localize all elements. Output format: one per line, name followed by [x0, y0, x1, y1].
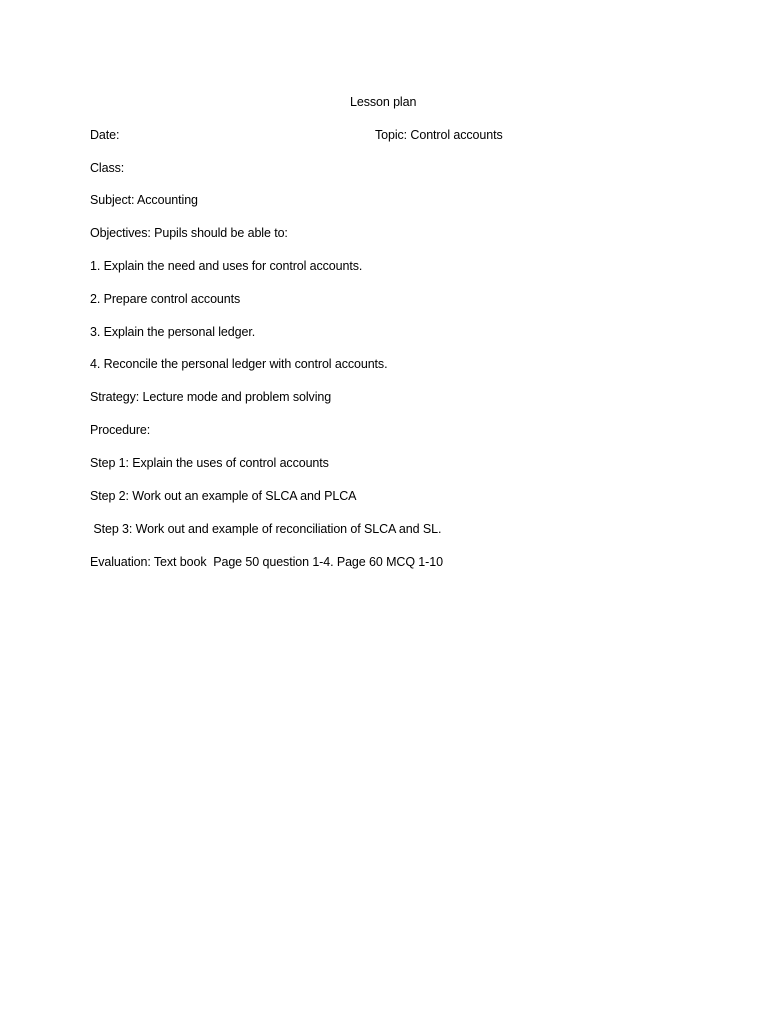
evaluation-line: Evaluation: Text book Page 50 question 1-4. Page 60 MCQ 1-10: [90, 555, 443, 569]
procedure-heading: Procedure:: [90, 423, 151, 437]
strategy-line: Strategy: Lecture mode and problem solving: [90, 390, 332, 404]
objective-item: 2. Prepare control accounts: [90, 292, 241, 306]
objectives-heading: Objectives: Pupils should be able to:: [90, 226, 288, 240]
procedure-step: Step 2: Work out an example of SLCA and PLCA: [90, 489, 357, 503]
procedure-step: Step 1: Explain the uses of control accounts: [90, 456, 329, 470]
class-label: Class:: [90, 161, 125, 175]
objective-item: 3. Explain the personal ledger.: [90, 325, 256, 339]
procedure-step: Step 3: Work out and example of reconciliation of SLCA and SL.: [90, 522, 442, 536]
objective-item: 1. Explain the need and uses for control accounts.: [90, 259, 363, 273]
topic-line: Topic: Control accounts: [375, 128, 503, 142]
date-label: Date:: [90, 128, 120, 142]
subject-line: Subject: Accounting: [90, 193, 198, 207]
document-title: Lesson plan: [350, 95, 417, 109]
objective-item: 4. Reconcile the personal ledger with control accounts.: [90, 357, 388, 371]
